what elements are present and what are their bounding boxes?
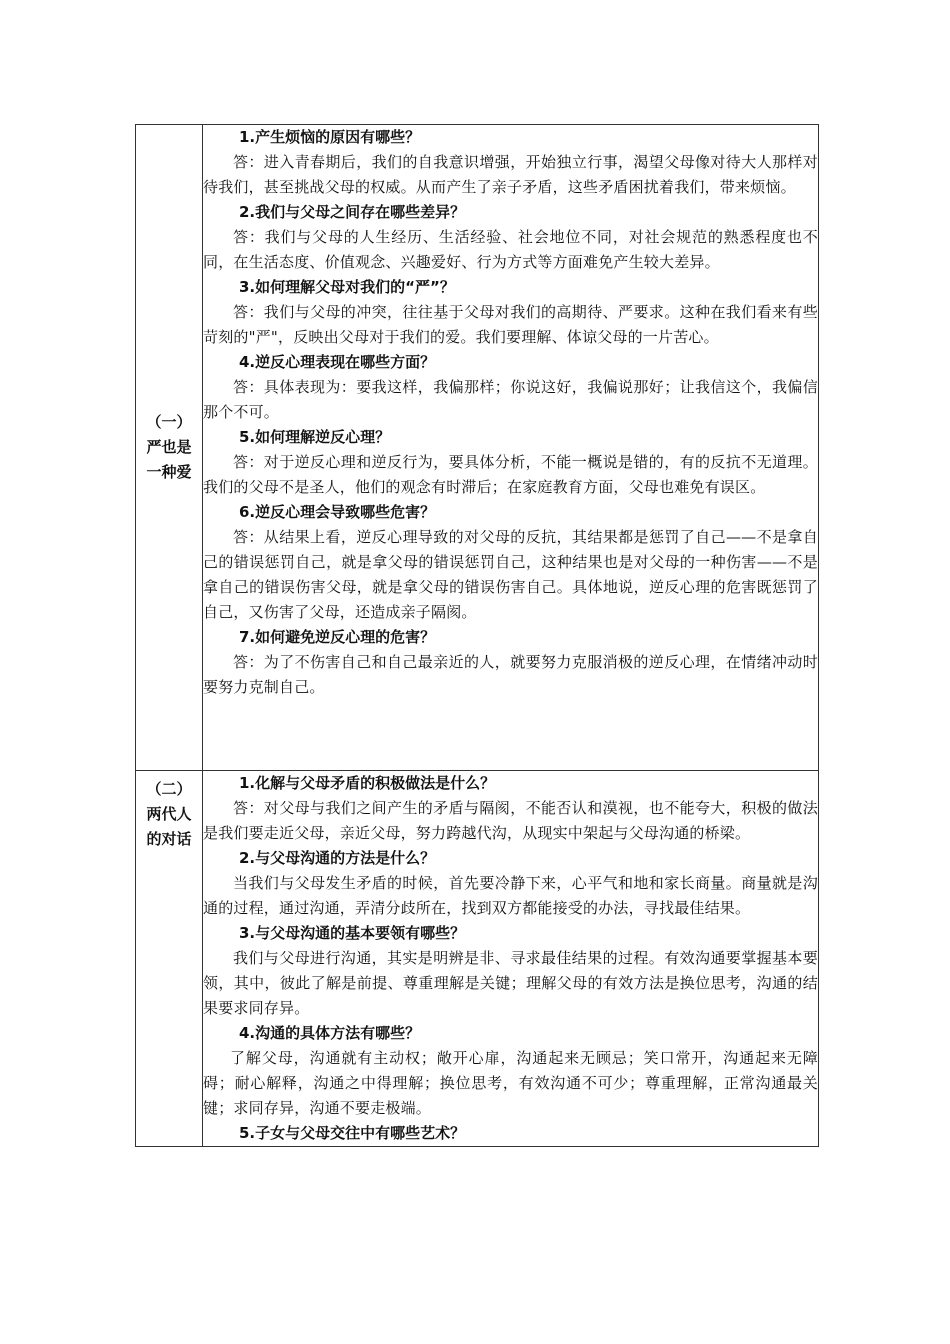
question: 2.与父母沟通的方法是什么？ (239, 849, 436, 867)
answer: 我们与父母进行沟通，其实是明辨是非、寻求最佳结果的过程。有效沟通要掌握基本要领，其中，彼此了解是前提、尊重理解是关键；理解父母的有效方法是换位思考，沟通的结果要求同存异。 (203, 949, 818, 1017)
answer: 答：从结果上看，逆反心理导致的对父母的反抗，其结果都是惩罚了自己——不是拿自己的错误惩罚自己，就是拿父母的错误惩罚自己，这种结果也是对父母的一种伤害——不是拿自己的错误伤害父母，就是拿父母的错误伤害自己。具体地说，逆反心理的危害既惩罚了自己，又伤害了父母，还造成亲子隔阂。 (203, 528, 818, 621)
qa-table (135, 124, 819, 1147)
section-2-title: 两代人的对话 (146, 805, 192, 848)
section-1-title: 严也是一种爱 (146, 438, 192, 481)
question: 4.逆反心理表现在哪些方面？ (239, 353, 436, 371)
answer: 答：对于逆反心理和逆反行为，要具体分析，不能一概说是错的，有的反抗不无道理。我们的父母不是圣人，他们的观念有时滞后；在家庭教育方面，父母也难免有误区。 (203, 453, 818, 496)
section-row-2 (136, 771, 819, 1147)
question: 2.我们与父母之间存在哪些差异？ (239, 203, 466, 221)
question: 3.如何理解父母对我们的“严”？ (239, 278, 455, 296)
answer: 答：进入青春期后，我们的自我意识增强，开始独立行事，渴望父母像对待大人那样对待我们，甚至挑战父母的权威。从而产生了亲子矛盾，这些矛盾困扰着我们，带来烦恼。 (203, 153, 818, 196)
answer: 答：具体表现为：要我这样，我偏那样；你说这好，我偏说那好；让我信这个，我偏信那个不可。 (203, 378, 818, 421)
section-2-number: （二） (146, 780, 192, 798)
answer: 答：对父母与我们之间产生的矛盾与隔阂，不能否认和漠视，也不能夸大，积极的做法是我们要走近父母，亲近父母，努力跨越代沟，从现实中架起与父母沟通的桥梁。 (203, 799, 818, 842)
answer: 当我们与父母发生矛盾的时候，首先要冷静下来，心平气和地和家长商量。商量就是沟通的过程，通过沟通，弄清分歧所在，找到双方都能接受的办法，寻找最佳结果。 (203, 874, 818, 917)
answer: 答：为了不伤害自己和自己最亲近的人，就要努力克服消极的逆反心理，在情绪冲动时要努力克制自己。 (203, 653, 818, 696)
section-1-label (136, 125, 203, 771)
section-row-1 (136, 125, 819, 771)
question: 3.与父母沟通的基本要领有哪些？ (239, 924, 466, 942)
question: 6.逆反心理会导致哪些危害？ (239, 503, 436, 521)
section-1-content (203, 125, 819, 771)
section-1-number: （一） (146, 413, 192, 431)
section-2-label (136, 771, 203, 1147)
question: 1.产生烦恼的原因有哪些？ (239, 128, 421, 146)
answer: 了解父母，沟通就有主动权；敞开心扉，沟通起来无顾忌；笑口常开，沟通起来无障碍；耐心解释，沟通之中得理解；换位思考，有效沟通不可少；尊重理解，正常沟通最关键；求同存异，沟通不要走极端。 (203, 1049, 818, 1117)
question: 5.如何理解逆反心理？ (239, 428, 391, 446)
question: 7.如何避免逆反心理的危害？ (239, 628, 436, 646)
section-2-content (203, 771, 819, 1147)
answer: 答：我们与父母的冲突，往往基于父母对我们的高期待、严要求。这种在我们看来有些苛刻的"严"，反映出父母对于我们的爱。我们要理解、体谅父母的一片苦心。 (203, 303, 818, 346)
question: 5.子女与父母交往中有哪些艺术？ (239, 1124, 466, 1142)
question: 4.沟通的具体方法有哪些？ (239, 1024, 421, 1042)
question: 1.化解与父母矛盾的积极做法是什么？ (239, 774, 496, 792)
answer: 答：我们与父母的人生经历、生活经验、社会地位不同，对社会规范的熟悉程度也不同，在生活态度、价值观念、兴趣爱好、行为方式等方面难免产生较大差异。 (203, 228, 818, 271)
